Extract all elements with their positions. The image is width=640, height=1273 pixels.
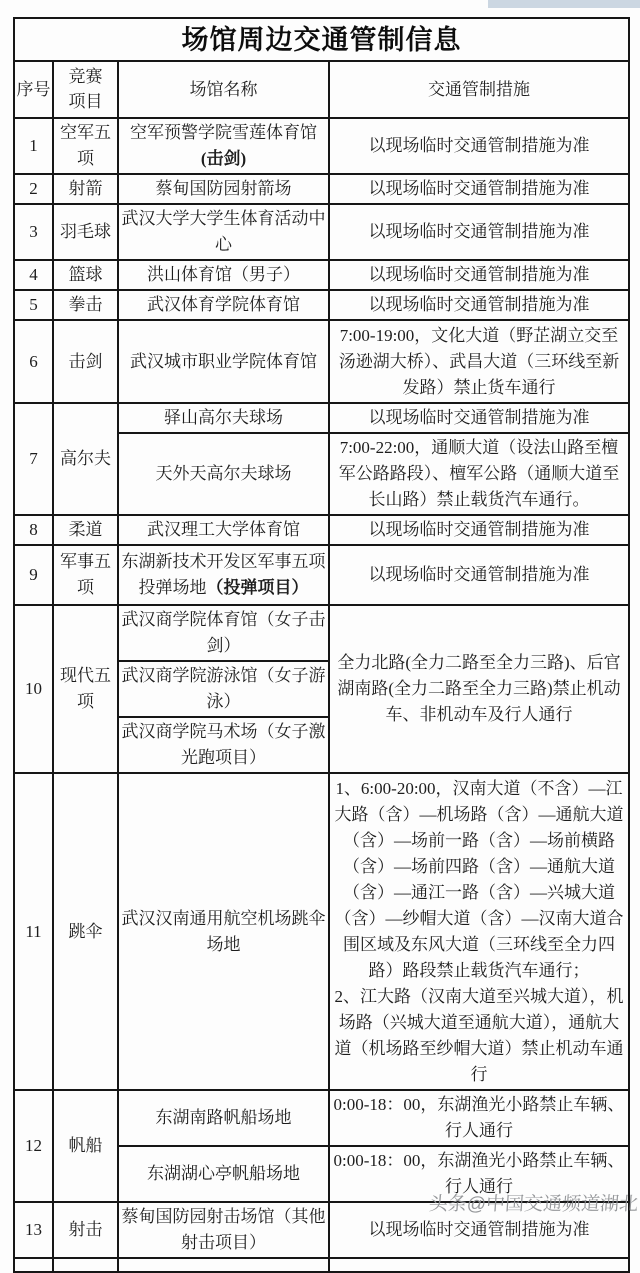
row-venue: 武汉体育学院体育馆	[118, 290, 329, 320]
row-measure: 以现场临时交通管制措施为准	[329, 174, 629, 204]
row-event: 帆船	[53, 1090, 118, 1202]
table-row-8	[14, 515, 629, 545]
header-event	[53, 61, 118, 118]
row-event: 篮球	[53, 260, 118, 290]
row-event: 拳击	[53, 290, 118, 320]
row-event: 射击	[53, 1202, 118, 1258]
row-event: 击剑	[53, 320, 118, 403]
venue-bold-text: （投弹项目）	[206, 578, 309, 597]
row-measure: 0:00-18：00，东湖渔光小路禁止车辆、行人通行	[329, 1090, 629, 1146]
row-measure: 0:00-18：00，东湖渔光小路禁止车辆、行人通行	[329, 1146, 629, 1202]
venue-bold-text: (击剑)	[200, 149, 247, 168]
partial-next-row	[14, 1258, 629, 1272]
row-measure: 以现场临时交通管制措施为准	[329, 118, 629, 174]
row-venue: 武汉理工大学体育馆	[118, 515, 329, 545]
row-measure: 以现场临时交通管制措施为准	[329, 545, 629, 605]
table-row-12a	[14, 1090, 629, 1146]
table-row-9	[14, 545, 629, 605]
row-venue: 洪山体育馆（男子）	[118, 260, 329, 290]
row-event: 跳伞	[53, 773, 118, 1090]
row-no: 7	[14, 403, 53, 515]
row-measure: 7:00-22:00，通顺大道（设法山路至檀军公路路段）、檀军公路（通顺大道至长山路）禁止载货汽车通行。	[329, 433, 629, 515]
row-event: 高尔夫	[53, 403, 118, 515]
row-no: 5	[14, 290, 53, 320]
row-venue: 武汉汉南通用航空机场跳伞场地	[118, 773, 329, 1090]
header-no-label: 序号	[16, 79, 51, 99]
header-event-label: 竞赛项目	[68, 67, 103, 111]
row-no: 2	[14, 174, 53, 204]
watermark: 头条@中国交通频道湖北	[428, 1194, 639, 1215]
row-measure: 以现场临时交通管制措施为准	[329, 260, 629, 290]
table-row-4	[14, 260, 629, 290]
header-row	[14, 61, 629, 118]
row-event: 空军五项	[53, 118, 118, 174]
table-row-10a	[14, 605, 629, 661]
row-no: 8	[14, 515, 53, 545]
table-row-13	[14, 1202, 629, 1258]
traffic-control-table	[13, 17, 630, 1273]
title-row	[14, 18, 629, 61]
row-no: 6	[14, 320, 53, 403]
row-measure: 全力北路(全力二路至全力三路)、后官湖南路(全力二路至全力三路)禁止机动车、非机动车及行人通行	[329, 605, 629, 773]
row-no: 9	[14, 545, 53, 605]
row-no: 11	[14, 773, 53, 1090]
scan-edge-strip	[488, 0, 640, 8]
row-venue: 武汉商学院体育馆（女子击剑）	[118, 605, 329, 661]
row-measure: 7:00-19:00，文化大道（野芷湖立交至汤逊湖大桥）、武昌大道（三环线至新发路）禁止货车通行	[329, 320, 629, 403]
partial-cell	[14, 1258, 53, 1272]
table-row-6	[14, 320, 629, 403]
row-measure: 以现场临时交通管制措施为准	[329, 290, 629, 320]
row-measure: 以现场临时交通管制措施为准	[329, 403, 629, 433]
row-event: 现代五项	[53, 605, 118, 773]
row-venue: 东湖湖心亭帆船场地	[118, 1146, 329, 1202]
row-venue: 武汉大学大学生体育活动中心	[118, 204, 329, 260]
measure-paragraph-1: 1、6:00-20:00，汉南大道（不含）—江大路（含）—机场路（含）—通航大道（含）—场前一路（含）—场前横路（含）—场前四路（含）—通航大道（含）—通江一路（含）—兴城大道（含）—纱帽大道（含）—汉南大道合围区域及东风大道（三环线至全力四路）路段禁止载货汽车通行；	[334, 778, 624, 980]
row-venue: 东湖南路帆船场地	[118, 1090, 329, 1146]
row-venue: 蔡甸国防园射击场馆（其他射击项目）	[118, 1202, 329, 1258]
row-venue: 武汉商学院游泳馆（女子游泳）	[118, 661, 329, 717]
table-row-11	[14, 773, 629, 1090]
row-event: 柔道	[53, 515, 118, 545]
table-row-7a	[14, 403, 629, 433]
table-row-2	[14, 174, 629, 204]
venue-text: 东湖新技术开发区军事五项投弹场地	[121, 552, 326, 597]
table-row-1	[14, 118, 629, 174]
row-venue	[118, 118, 329, 174]
row-no: 12	[14, 1090, 53, 1202]
row-venue: 武汉商学院马术场（女子激光跑项目）	[118, 717, 329, 773]
row-no: 3	[14, 204, 53, 260]
row-no: 1	[14, 118, 53, 174]
row-measure: 以现场临时交通管制措施为准	[329, 204, 629, 260]
row-measure	[329, 773, 629, 1090]
row-measure: 以现场临时交通管制措施为准	[329, 1202, 629, 1258]
row-event: 军事五项	[53, 545, 118, 605]
measure-paragraph-2: 2、江大路（汉南大道至兴城大道），机场路（兴城大道至通航大道），通航大道（机场路至纱帽大道）禁止机动车通行	[334, 986, 624, 1084]
table-title: 场馆周边交通管制信息	[14, 18, 629, 61]
row-no: 13	[14, 1202, 53, 1258]
row-venue: 武汉城市职业学院体育馆	[118, 320, 329, 403]
row-event: 羽毛球	[53, 204, 118, 260]
partial-cell	[329, 1258, 629, 1272]
row-event: 射箭	[53, 174, 118, 204]
header-measure: 交通管制措施	[329, 61, 629, 118]
row-venue: 蔡甸国防园射箭场	[118, 174, 329, 204]
table-row-5	[14, 290, 629, 320]
partial-cell	[118, 1258, 329, 1272]
header-venue: 场馆名称	[118, 61, 329, 118]
row-venue: 驿山高尔夫球场	[118, 403, 329, 433]
row-venue: 天外天高尔夫球场	[118, 433, 329, 515]
table-row-3	[14, 204, 629, 260]
row-no: 4	[14, 260, 53, 290]
partial-cell	[53, 1258, 118, 1272]
row-no: 10	[14, 605, 53, 773]
header-no	[14, 61, 53, 118]
row-measure: 以现场临时交通管制措施为准	[329, 515, 629, 545]
row-venue	[118, 545, 329, 605]
venue-text: 空军预警学院雪莲体育馆	[130, 123, 317, 142]
